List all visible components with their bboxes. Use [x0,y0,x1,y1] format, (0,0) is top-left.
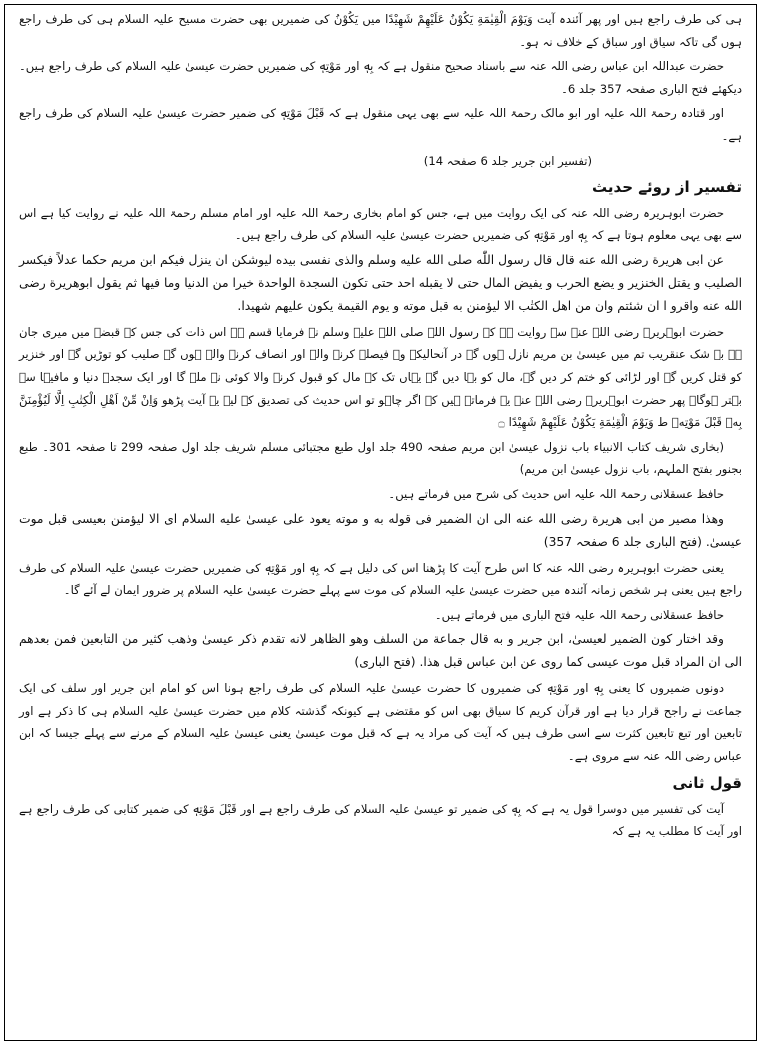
paragraph-4: حضرت ابوہریرہ رضی اللہ عنہ کی ایک روایت میں ہے، جس کو امام بخاری رحمۃ اللہ علیہ اور امام مسلم رحمۃ اللہ علیہ نے روایت کیا ہے اس سے بھی یہی معلوم ہوتا ہے کہ بِهٖ اور مَوْتِهٖ کی ضمیریں حضرت عیسیٰ علیہ السلام کی طرف راجع ہیں۔ [19,205,742,243]
heading-qaul-sani: قول ثانی [672,773,742,792]
heading-hadith-tafsir: تفسیر از روئے حدیث [592,177,742,196]
arabic-fath-al-bari-2: وقد اختار كون الضمير لعيسیٰ، ابن جرير و به قال جماعة من السلف وهو الظاهر لانه تقدم ذكر عيسیٰ وذهب كثير من التابعين فمن بعدهم الی ان المراد قبل موت عيسی كما روی عن ابن عباس قبل هذا. (فتح الباری) [19,632,742,670]
reference-bukhari-muslim: (بخاری شریف کتاب الانبیاء باب نزول عیسیٰ ابن مریم صفحہ 490 جلد اول طبع مجتبائی مسلم شریف جلد اول صفحہ 299 تا صفحہ 301۔ طبع بجنور بفتح الملہم، باب نزول عیسیٰ ابن مریم) [19,439,742,477]
arabic-hadith-text: عن ابی هريرة رضی الله عنه قال قال رسول اللّٰه صلی الله عليه وسلم والذی نفسی بيده ليوشكن ان ينزل فيكم ابن مريم حكما عدلاً فيكسر الصليب و يقتل الخنزير و يضع الحرب و يفيض المال حتی لا يقبله احد حتی تكون السجدة الواحدة خيرا من الدنيا وما فيها ثم يقول ابوهريرة رضی الله عنه واقرو ا ان شئتم وان من اهل الكتٰب الا ليؤمنن به قبل موته و يوم القيمة يكون عليهم شهيدا. [19,252,742,313]
arabic-fath-al-bari-1: وهذا مصير من ابی هريرة رضی الله عنه الی ان الضمير فی قوله به و موته يعود علی عيسیٰ عليه السلام ای الا ليؤمنن بعيسی قبل موت عيسیٰ. (فتح الباری جلد 6 صفحہ 357) [19,511,742,549]
paragraph-7: یعنی حضرت ابوہریرہ رضی اللہ عنہ کا اس طرح آیت کا پڑھنا اس کی دلیل ہے کہ بِهٖ اور مَوْتِهٖ کی ضمیریں حضرت عیسیٰ علیہ السلام کی طرف راجع ہیں یعنی ہر شخص زمانہ آئندہ میں حضرت عیسیٰ علیہ السلام کی موت سے پہلے حضرت عیسیٰ علیہ السلام پر ضرور ایمان لے آئے گا۔ [19,560,742,598]
paragraph-6: حافظ عسقلانی رحمۃ اللہ علیہ اس حدیث کی شرح میں فرماتے ہیں۔ [388,486,724,501]
paragraph-9: دونوں ضمیروں کا یعنی بِهٖ اور مَوْتِهٖ کی ضمیروں کا حضرت عیسیٰ علیہ السلام کی طرف راجع ہونا اس کو امام ابن جریر اور سلف کی ایک جماعت نے راجح قرار دیا ہے اور قرآن کریم کا سیاق بھی اس کو مقتضی ہے کیونکہ گذشتہ کلام میں حضرت عیسیٰ علیہ السلام ہی کا ذکر ہے اور تابعین اور تبع تابعین کثرت سے اسی طرف ہیں کہ آیت کی مراد یہ ہے کہ قبل موت عیسیٰ یعنی عیسیٰ علیہ السلام کے مرنے سے پہلے جیسا کہ ابن عباس رضی اللہ عنہ سے مروی ہے۔ [19,681,742,764]
document-page [4,4,757,1041]
paragraph-8: حافظ عسقلانی رحمۃ اللہ علیہ فتح الباری میں فرماتے ہیں۔ [434,607,724,622]
paragraph-1: ہی کی طرف راجع ہیں اور پھر آئندہ آیت وَيَوْمَ الْقِيٰمَةِ يَكُوْنُ عَلَيْهِمْ شَهِيْدًا میں يَكُوْنُ کی ضمیریں بھی حضرت مسیح علیہ السلام ہی کی طرف راجع ہوں گی تاکہ سیاق اور سباق کے خلاف نہ ہو۔ [19,12,742,49]
paragraph-5: حضرت ابوہریرہ رضی اللہ عنہ سے روایت ہے کہ رسول اللہ صلی اللہ علیہ وسلم نے فرمایا قسم ہے اس ذات کی جس کے قبضہ میں میری جان ہے بے شک عنقریب تم میں عیسیٰ بن مریم نازل ہوں گے در آنحالیکہ وہ فیصلہ کرنے والے اور انصاف کرنے والے ہوں گے صلیب کو توڑیں گے اور خنزیر کو قتل کریں گے اور لڑائی کو ختم کر دیں گے، مال کو بہا دیں گے یہاں تک کہ مال کو قبول کرنے والا کوئی نہ ملے گا اور ایک سجدہ دنیا و مافیہا سے بہتر ہوگا۔ پھر حضرت ابوہریرہ رضی اللہ عنہ یہ فرماتے ہیں کہ اگر چاہو تو اس حدیث کی تصدیق کے لیے یہ آیت پڑھو وَاِنْ مِّنْ اَهْلِ الْكِتٰبِ اِلَّا لَيُؤْمِنَنَّ بِهٖ قَبْلَ مَوْتِهٖ ط وَيَوْمَ الْقِيٰمَةِ يَكُوْنُ عَلَيْهِمْ شَهِيْدًا ۝ [19,324,742,430]
paragraph-10: آیت کی تفسیر میں دوسرا قول یہ ہے کہ بِهٖ کی ضمیر تو عیسیٰ علیہ السلام کی طرف راجع ہے اور قَبْلَ مَوْتِهٖ کی ضمیر کتابی کی طرف راجع ہے اور آیت کا مطلب یہ ہے کہ [19,801,742,839]
reference-ibn-jarir: (تفسیر ابن جریر جلد 6 صفحہ 14) [423,153,592,168]
paragraph-3: اور قتادہ رحمۃ اللہ علیہ اور ابو مالک رحمۃ اللہ علیہ سے بھی یہی منقول ہے کہ قَبْلَ مَوْتِهٖ کی ضمیر حضرت عیسیٰ علیہ السلام کی طرف راجع ہے۔ [19,106,742,143]
paragraph-2: حضرت عبداللہ ابن عباس رضی اللہ عنہ سے باسناد صحیح منقول ہے کہ بِهٖ اور مَوْتِهٖ کی ضمیریں حضرت عیسیٰ علیہ السلام کی طرف راجع ہیں۔ دیکھئے فتح الباری صفحہ 357 جلد 6۔ [19,59,742,96]
